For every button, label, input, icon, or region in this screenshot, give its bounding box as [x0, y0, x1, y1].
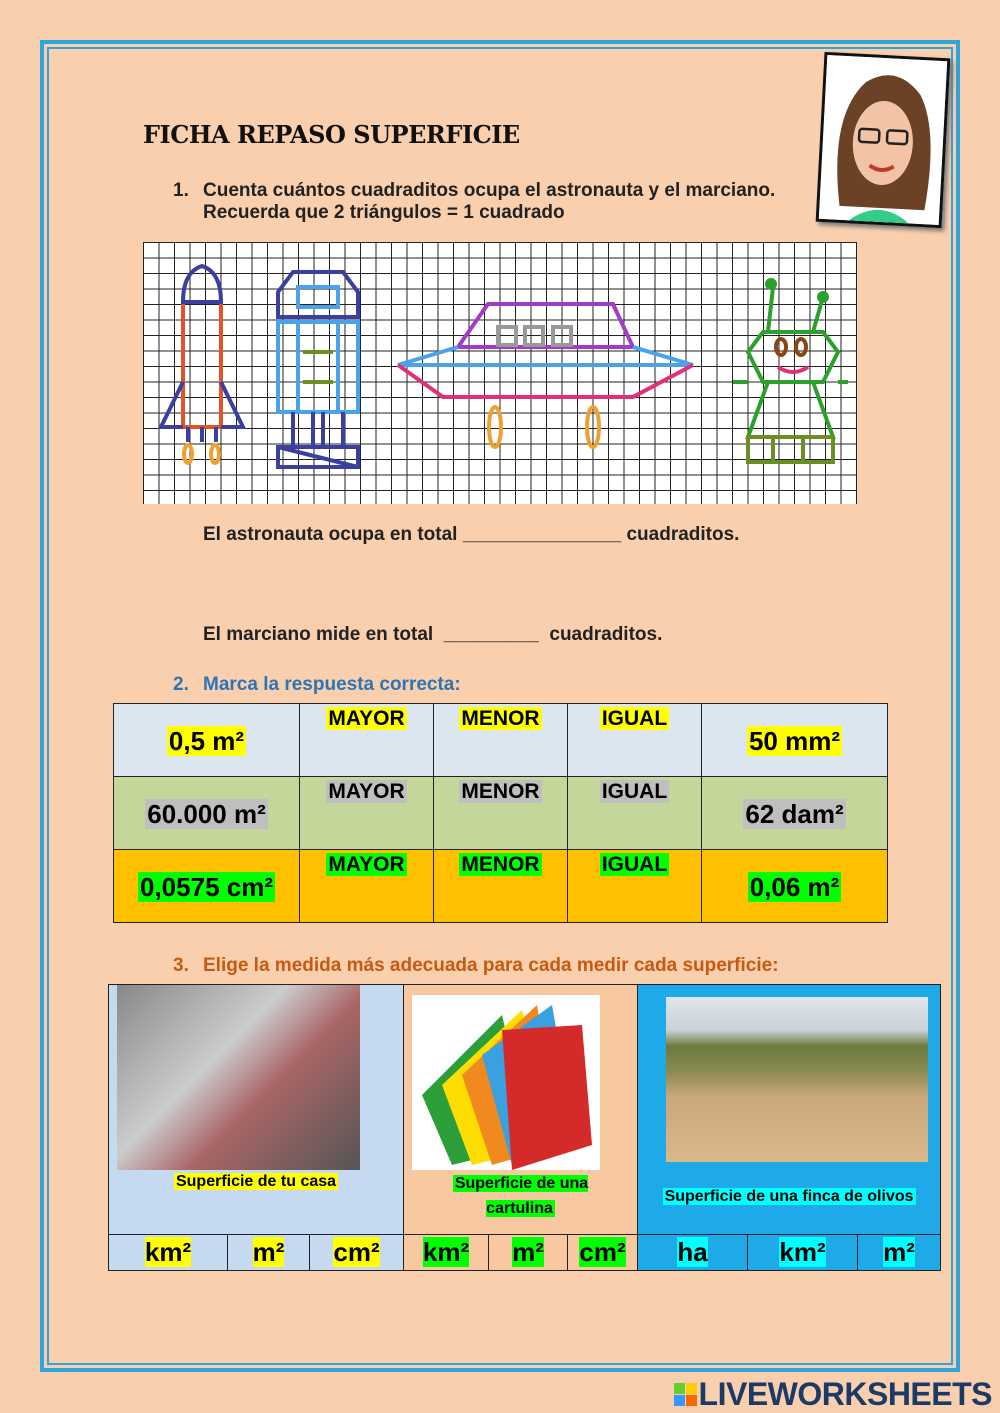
option-mayor-label: MAYOR: [328, 780, 405, 803]
drawing-grid: [143, 242, 857, 504]
units-table: [108, 984, 941, 1271]
right-quantity: [702, 777, 888, 850]
house-cell: [109, 985, 404, 1235]
answer-martian[interactable]: El marciano mide en total _________ cuadraditos.: [203, 624, 663, 645]
unit-label: m²: [883, 1237, 915, 1267]
compare-row: [114, 704, 888, 777]
unit-option[interactable]: [489, 1235, 568, 1271]
right-quantity-label: 50 mm²: [748, 726, 841, 756]
left-quantity: [114, 777, 300, 850]
left-quantity-label: 0,0575 cm²: [140, 872, 273, 902]
teacher-avatar: [816, 52, 951, 228]
option-mayor-label: MAYOR: [328, 853, 405, 876]
unit-option[interactable]: [568, 1235, 638, 1271]
question-1: 1. Cuenta cuántos cuadraditos ocupa el astronauta y el marciano. Recuerda que 2 triángulos = 1 cuadrado: [173, 180, 776, 223]
right-quantity: [702, 850, 888, 923]
option-igual[interactable]: [568, 704, 702, 777]
compare-table: [113, 703, 888, 923]
compare-row: [114, 777, 888, 850]
right-quantity-label: 62 dam²: [745, 799, 844, 829]
option-igual[interactable]: [568, 777, 702, 850]
unit-option[interactable]: [310, 1235, 404, 1271]
cardstock-caption: Superficie de una cartulina: [454, 1175, 589, 1217]
house-caption: Superficie de tu casa: [175, 1173, 337, 1190]
option-menor-label: MENOR: [461, 853, 540, 876]
right-quantity-label: 0,06 m²: [749, 872, 840, 902]
olive-farm-image: [666, 997, 928, 1162]
unit-label: m²: [252, 1237, 285, 1267]
option-igual-label: IGUAL: [601, 853, 668, 876]
cardstock-image: [412, 995, 600, 1170]
option-mayor-label: MAYOR: [328, 707, 405, 730]
unit-option[interactable]: [228, 1235, 310, 1271]
unit-option[interactable]: [404, 1235, 489, 1271]
option-igual-label: IGUAL: [601, 780, 668, 803]
left-quantity-label: 60.000 m²: [147, 799, 266, 829]
answer-astronaut[interactable]: El astronauta ocupa en total _______________ cuadraditos.: [203, 524, 740, 545]
compare-row: [114, 850, 888, 923]
unit-label: cm²: [333, 1237, 380, 1267]
option-menor[interactable]: [434, 777, 568, 850]
option-menor[interactable]: [434, 850, 568, 923]
cardstock-cell: [404, 985, 638, 1235]
option-menor[interactable]: [434, 704, 568, 777]
house-image: [117, 985, 360, 1170]
option-igual[interactable]: [568, 850, 702, 923]
liveworksheets-logo: LIVEWORKSHEETS: [674, 1376, 992, 1413]
unit-option[interactable]: [109, 1235, 228, 1271]
unit-label: ha: [677, 1237, 708, 1267]
left-quantity: [114, 850, 300, 923]
question-2: 2. Marca la respuesta correcta:: [173, 674, 461, 695]
option-igual-label: IGUAL: [601, 707, 668, 730]
right-quantity: [702, 704, 888, 777]
option-mayor[interactable]: [300, 704, 434, 777]
unit-label: m²: [512, 1237, 544, 1267]
option-mayor[interactable]: [300, 777, 434, 850]
unit-label: cm²: [579, 1237, 626, 1267]
left-quantity: [114, 704, 300, 777]
unit-option[interactable]: [858, 1235, 941, 1271]
olive-farm-caption: Superficie de una finca de olivos: [664, 1188, 914, 1205]
option-mayor[interactable]: [300, 850, 434, 923]
unit-option[interactable]: [638, 1235, 748, 1271]
option-menor-label: MENOR: [461, 780, 540, 803]
unit-label: km²: [779, 1237, 826, 1267]
unit-option[interactable]: [748, 1235, 858, 1271]
question-3: 3. Elige la medida más adecuada para cada medir cada superficie:: [173, 955, 779, 976]
unit-label: km²: [422, 1237, 470, 1267]
unit-label: km²: [144, 1237, 192, 1267]
olive-farm-cell: [638, 985, 941, 1235]
left-quantity-label: 0,5 m²: [168, 726, 245, 756]
option-menor-label: MENOR: [461, 707, 540, 730]
space-drawings: [143, 242, 857, 504]
page-title: FICHA REPASO SUPERFICIE: [143, 120, 520, 149]
